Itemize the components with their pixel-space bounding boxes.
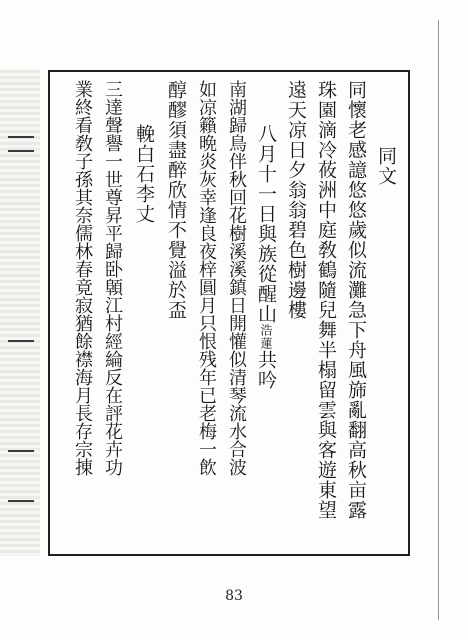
text-column-6: 南湖歸鳥伴秋回花樹溪溪鎮日開懽似清琴流水合波	[226, 80, 247, 476]
poem-title-tail: 共吟	[255, 350, 277, 390]
text-column-7: 如凉籟晩炎灰幸逢良夜梓圓月只恨残年已老梅一飲	[196, 80, 217, 476]
fold-line	[438, 20, 439, 620]
text-column-4: 遠天凉日夕翁翁碧色樹邊樓	[285, 80, 307, 320]
text-column-8: 醇醪須盡醉欣情不覺溢於盃	[165, 80, 187, 320]
text-column-2: 同懷老感譩悠悠歲似流灘急下舟風旆亂翻高秋亩露	[345, 80, 367, 520]
binding-mark	[8, 150, 34, 152]
page-number: 83	[225, 588, 243, 604]
text-column-1: 同文	[375, 146, 397, 186]
poem-title: 八月十一日與族從醒山	[255, 124, 277, 324]
text-column-11: 業終看敎子孫其奈儒林春竟寂猶餘襟海月長存宗㨂	[72, 80, 93, 476]
binding-mark	[8, 500, 34, 502]
binding-mark	[8, 136, 34, 138]
binding-mark	[8, 340, 34, 342]
poem-title-note: 浩蓮	[259, 324, 273, 350]
binding-strip	[0, 70, 40, 556]
text-column-10: 三達聲譽一世尊昇平歸卧顊江村經綸反在評花卉功	[102, 80, 123, 476]
text-column-9: 輓白石李丈	[133, 124, 155, 224]
text-column-5	[252, 80, 280, 594]
binding-mark	[8, 450, 34, 452]
text-column-3: 珠園滴冷莜洲中庭敎鶴隨兒舞半榻留雲與客遊東望	[315, 80, 337, 520]
